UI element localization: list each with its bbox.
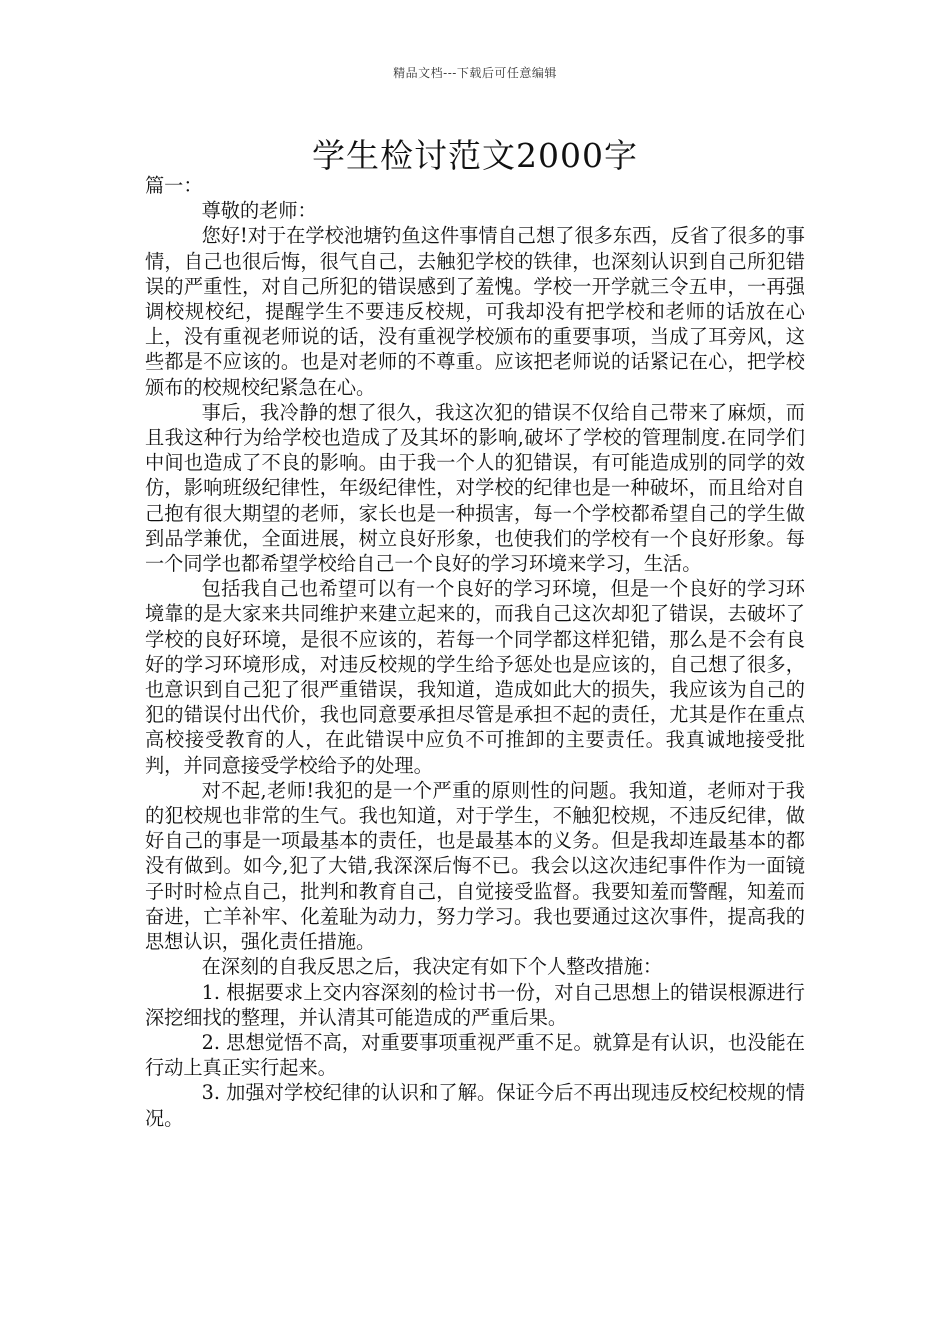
list-item: 2. 思想觉悟不高，对重要事项重视严重不足。就算是有认识，也没能在行动上真正实行起来。 xyxy=(145,1030,805,1080)
salutation: 尊敬的老师： xyxy=(201,199,317,223)
page-header: 精品文档---下载后可任意编辑 xyxy=(393,66,557,80)
paragraph: 对不起,老师!我犯的是一个严重的原则性的问题。我知道，老师对于我的犯校规也非常的生气。我也知道，对于学生，不触犯校规，不违反纪律，做好自己的事是一项最基本的责任，也是最基本的义务。但是我却连最基本的都没有做到。如今,犯了大错,我深深后悔不已。我会以这次违纪事件作为一面镜子时时检点自己，批判和教育自己，自觉接受监督。我要知羞而警醒，知羞而奋进，亡羊补牢、化羞耻为动力，努力学习。我也要通过这次事件，提高我的思想认识，强化责任措施。 xyxy=(145,778,805,954)
paragraph: 在深刻的自我反思之后，我决定有如下个人整改措施： xyxy=(201,955,663,979)
list-item: 3. 加强对学校纪律的认识和了解。保证今后不再出现违反校纪校规的情况。 xyxy=(145,1081,805,1130)
list-item: 1. 根据要求上交内容深刻的检讨书一份，对自己思想上的错误根源进行深挖细找的整理，并认清其可能造成的严重后果。 xyxy=(145,980,805,1029)
document-body xyxy=(145,173,805,1131)
document-title: 学生检讨范文2000字 xyxy=(312,136,638,175)
paragraph: 您好!对于在学校池塘钓鱼这件事情自己想了很多东西，反省了很多的事情，自己也很后悔，很气自己，去触犯学校的铁律，也深刻认识到自己所犯错误的严重性，对自己所犯的错误感到了羞愧。学校一开学就三令五申，一再强调校规校纪，提醒学生不要违反校规，可我却没有把学校和老师的话放在心上，没有重视老师说的话，没有重视学校颁布的重要事项，当成了耳旁风，这些都是不应该的。也是对老师的不尊重。应该把老师说的话紧记在心，把学校颁布的校规校纪紧急在心。 xyxy=(145,224,805,399)
paragraph: 事后，我冷静的想了很久，我这次犯的错误不仅给自己带来了麻烦，而且我这种行为给学校也造成了及其坏的影响,破坏了学校的管理制度.在同学们中间也造成了不良的影响。由于我一个人的犯错误，有可能造成别的同学的效仿，影响班级纪律性，年级纪律性，对学校的纪律也是一种破坏，而且给对自己抱有很大期望的老师，家长也是一种损害，每一个学校都希望自己的学生做到品学兼优，全面进展，树立良好形象，也使我们的学校有一个良好形象。每一个同学也都希望学校给自己一个良好的学习环境来学习，生活。 xyxy=(145,400,805,576)
paragraph: 包括我自己也希望可以有一个良好的学习环境，但是一个良好的学习环境靠的是大家来共同维护来建立起来的，而我自己这次却犯了错误，去破坏了学校的良好环境，是很不应该的，若每一个同学都这样犯错，那么是不会有良好的学习环境形成，对违反校规的学生给予惩处也是应该的，自己想了很多，也意识到自己犯了很严重错误，我知道，造成如此大的损失，我应该为自己的犯的错误付出代价，我也同意要承担尽管是承担不起的责任，尤其是作在重点高校接受教育的人，在此错误中应负不可推卸的主要责任。我真诚地接受批判，并同意接受学校给予的处理。 xyxy=(145,577,805,777)
section-label: 篇一： xyxy=(145,174,203,197)
